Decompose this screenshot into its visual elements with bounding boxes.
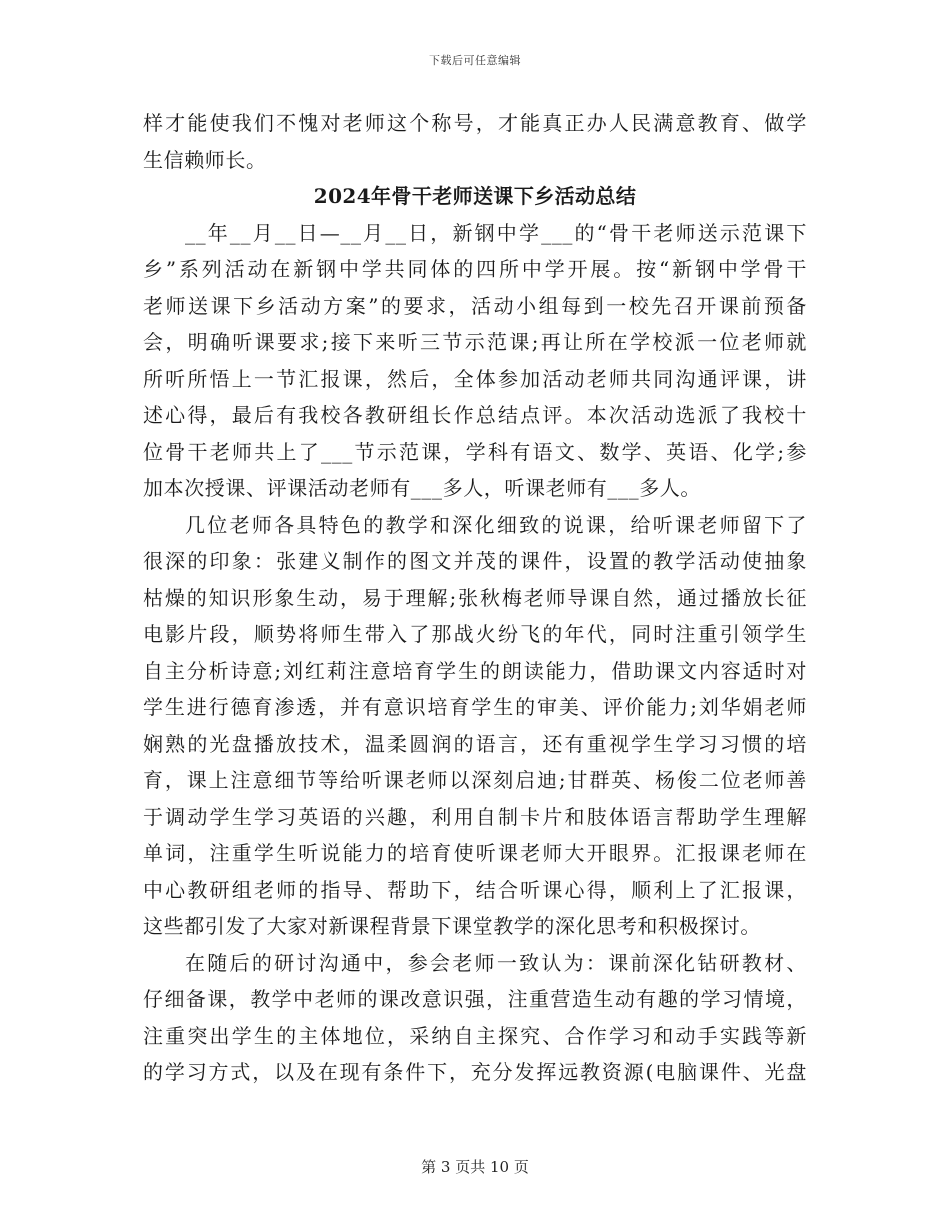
paragraph-line: __年__月__日—__月__日，新钢中学___的“骨干老师送示范课下 [185, 220, 807, 245]
paragraph-line: 在随后的研讨沟通中，参会老师一致认为：课前深化钻研教材、 [185, 950, 807, 975]
page-number: 第 3 页共 10 页 [421, 1158, 529, 1176]
paragraph-line: 中心教研组老师的指导、帮助下，结合听课心得，顺利上了汇报课， [143, 877, 807, 902]
document-body [143, 105, 807, 1091]
paragraph-line: 育，课上注意细节等给听课老师以深刻启迪;甘群英、杨俊二位老师善 [143, 768, 807, 792]
paragraph-line: 会，明确听课要求;接下来听三节示范课;再让所在学校派一位老师就 [143, 330, 807, 354]
paragraph-line: 仔细备课，教学中老师的课改意识强，注重营造生动有趣的学习情境， [143, 987, 807, 1011]
paragraph-line: 述心得，最后有我校各教研组长作总结点评。本次活动选派了我校十 [143, 403, 807, 427]
document-title: 2024年骨干老师送课下乡活动总结 [313, 184, 637, 208]
paragraph-line: 学生进行德育渗透，并有意识培育学生的审美、评价能力;刘华娟老师 [143, 695, 807, 719]
paragraph-line: 单词，注重学生听说能力的培育使听课老师大开眼界。汇报课老师在 [143, 841, 807, 865]
paragraph-3 [143, 945, 807, 1091]
paragraph-2 [143, 507, 807, 945]
intro-line: 生信赖师长。 [143, 147, 267, 172]
intro-line: 样才能使我们不愧对老师这个称号，才能真正办人民满意教育、做学 [143, 111, 807, 135]
paragraph-line: 自主分析诗意;刘红莉注意培育学生的朗读能力，借助课文内容适时对 [143, 658, 807, 683]
paragraph-line: 于调动学生学习英语的兴趣，利用自制卡片和肢体语言帮助学生理解 [143, 804, 807, 829]
paragraph-line: 的学习方式，以及在现有条件下，充分发挥远教资源(电脑课件、光盘 [143, 1060, 807, 1084]
page-header: 下载后可任意编辑 [429, 54, 521, 67]
paragraph-line: 很深的印象：张建义制作的图文并茂的课件，设置的教学活动使抽象 [143, 549, 807, 573]
paragraph-1 [143, 215, 807, 507]
paragraph-line: 枯燥的知识形象生动，易于理解;张秋梅老师导课自然，通过播放长征 [143, 585, 807, 610]
paragraph-line: 娴熟的光盘播放技术，温柔圆润的语言，还有重视学生学习习惯的培 [143, 731, 807, 756]
paragraph-line: 几位老师各具特色的教学和深化细致的说课，给听课老师留下了 [185, 512, 807, 537]
paragraph-line: 电影片段，顺势将师生带入了那战火纷飞的年代，同时注重引领学生 [143, 622, 807, 646]
paragraph-line: 位骨干老师共上了___节示范课，学科有语文、数学、英语、化学;参 [143, 439, 807, 464]
paragraph-line: 乡”系列活动在新钢中学共同体的四所中学开展。按“新钢中学骨干 [143, 257, 807, 281]
paragraph-line: 注重突出学生的主体地位，采纳自主探究、合作学习和动手实践等新 [143, 1023, 807, 1048]
paragraph-line: 这些都引发了大家对新课程背景下课堂教学的深化思考和积极探讨。 [143, 914, 761, 938]
paragraph-line: 加本次授课、评课活动老师有___多人，听课老师有___多人。 [143, 476, 701, 500]
paragraph-line: 所听所悟上一节汇报课，然后，全体参加活动老师共同沟通评课，讲 [143, 366, 807, 391]
paragraph-line: 老师送课下乡活动方案”的要求，活动小组每到一校先召开课前预备 [143, 293, 807, 318]
